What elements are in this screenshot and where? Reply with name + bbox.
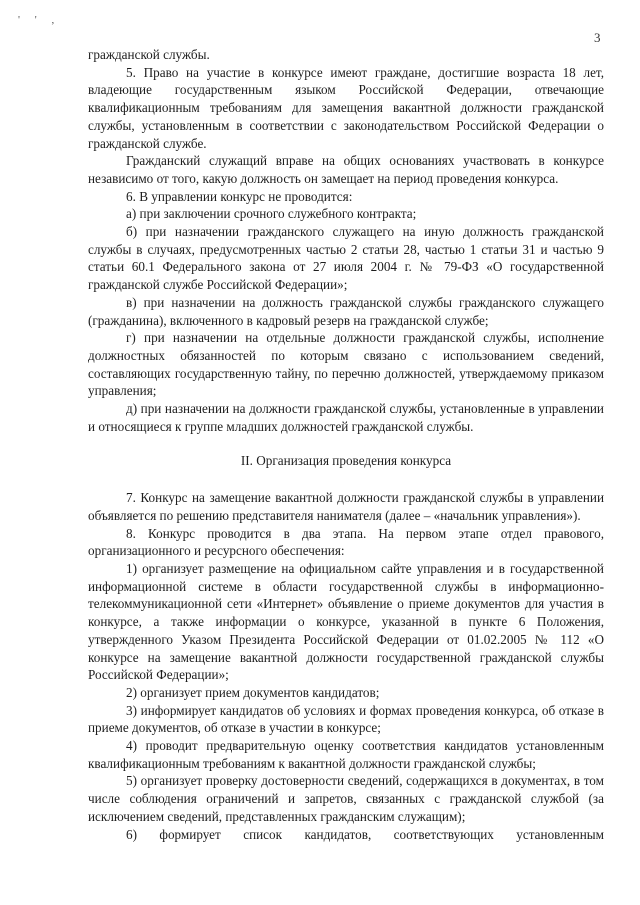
paragraph-6-a: а) при заключении срочного служебного контракта; (126, 206, 417, 222)
paragraph-6: 6. В управлении конкурс не проводится: (126, 188, 353, 204)
scan-specks: ' ' , (18, 14, 61, 26)
paragraph-8-6: 6) формирует список кандидатов, соответствующих установленным (126, 826, 604, 842)
paragraph-8-1: 1) организует размещение на официальном сайте управления и в государственной информационной системе в области государственной службы в информационно-телекоммуникационной сети «Интернет» объявление о приеме документов для участия в конкурсе, а также информации о конкурсе, указанной в пункте 6 Положения, утвержденного Указом Президента Российской Федерации от 01.02.2005 № 112 «О конкурсе на замещение вакантной должности государственной гражданской службы Российской Федерации»; (88, 560, 604, 683)
paragraph-8-3: 3) информирует кандидатов об условиях и формах проведения конкурса, об отказе в приеме документов, об отказе в участии в конкурсе; (88, 702, 604, 736)
paragraph-5-note: Гражданский служащий вправе на общих основаниях участвовать в конкурсе независимо от того, какую должность он замещает на период проведения конкурса. (88, 153, 604, 186)
paragraph-continuation: гражданской службы. (88, 47, 210, 62)
paragraph-5: 5. Право на участие в конкурсе имеют граждане, достигшие возраста 18 лет, владеющие государственным языком Российской Федерации, отвечающие квалификационным требованиям для замещения вакантной должности гражданской службы, установленным в соответствии с законодательством Российской Федерации о гражданской службе. (88, 64, 604, 151)
paragraph-7: 7. Конкурс на замещение вакантной должности гражданской службы в управлении объявляется по решению представителя нанимателя (далее – «начальник управления»). (88, 490, 604, 523)
paragraph-8: 8. Конкурс проводится в два этапа. На первом этапе отдел правового, организационного и ресурсного обеспечения: (88, 525, 604, 559)
section-heading: II. Организация проведения конкурса (240, 453, 452, 469)
paragraph-6-b: б) при назначении гражданского служащего на иную должность гражданской службы в случаях, предусмотренных частью 2 статьи 28, частью 1 статьи 31 и частью 9 статьи 60.1 Федерального закона от 27 июля 2004 г. № 79-ФЗ «О государственной гражданской службе Российской Федерации»; (88, 224, 604, 293)
paragraph-6-d: д) при назначении на должности гражданской службы, установленные в управлении и относящиеся к группе младших должностей гражданской службы. (88, 401, 604, 434)
document-body (88, 46, 604, 843)
paragraph-8-2: 2) организует прием документов кандидатов; (126, 684, 380, 700)
paragraph-6-g: г) при назначении на отдельные должности гражданской службы, исполнение должностных обязанностей по которым связано с использованием сведений, составляющих государственную тайну, по перечню должностей, утверждаемому приказом управления; (88, 330, 604, 399)
paragraph-8-4: 4) проводит предварительную оценку соответствия кандидатов установленным квалификационным требованиям к вакантной должности гражданской службы; (88, 738, 604, 771)
page-number: 3 (594, 30, 601, 45)
paragraph-6-v: в) при назначении на должность гражданской службы гражданского служащего (гражданина), включенного в кадровый резерв на гражданской службе; (88, 294, 604, 328)
paragraph-8-5: 5) организует проверку достоверности сведений, содержащихся в документах, в том числе соблюдения ограничений и запретов, связанных с гражданской службой (за исключением сведений, представленных гражданским служащим); (88, 773, 604, 824)
